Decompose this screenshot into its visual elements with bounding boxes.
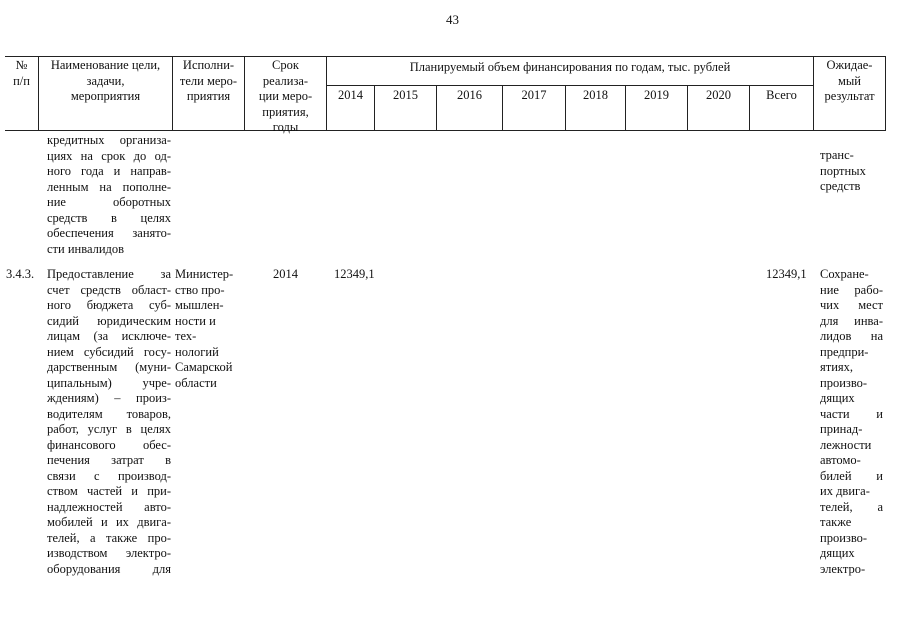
- row2-term: 2014: [273, 267, 298, 281]
- header-num: № п/п: [13, 58, 30, 88]
- row1-result: транс- портных средств: [820, 148, 866, 193]
- header-year-2016: 2016: [457, 88, 482, 102]
- header-bottom-border: [5, 130, 885, 131]
- row2-total: 12349,1: [766, 267, 807, 281]
- header-finance: Планируемый объем финансирования по годам, тыс. рублей: [409, 60, 731, 74]
- row2-result: Сохране- ние рабо- чих мест для инва- лидов на предпри- ятиях, произво- дящих части и принад- лежности автомо- билей и их двига- телей, а также произво- дящих электро-: [820, 267, 883, 576]
- page-number: 43: [446, 12, 459, 27]
- header-year-2014: 2014: [338, 88, 363, 102]
- header-total: Всего: [766, 88, 797, 102]
- header-executors: Исполни- тели меро- приятия: [179, 58, 238, 103]
- row1-name: кредитных организа- циях на срок до од- ного года и направ- ленным на пополне- ние оборотных средств в целях обеспечения занято- сти инвалидов: [47, 133, 171, 256]
- col-divider: [885, 56, 886, 131]
- years-divider: [326, 85, 813, 86]
- header-year-2017: 2017: [521, 88, 547, 102]
- header-year-2020: 2020: [706, 88, 731, 102]
- header-year-2018: 2018: [583, 88, 608, 102]
- header-year-2015: 2015: [393, 88, 418, 102]
- row2-value-2014: 12349,1: [334, 267, 375, 281]
- row2-name: Предоставление за счет средств област- ного бюджета суб- сидий юридическим лицам (за исключе- нием субсидий госу- дарственным (муни- ципальным) учре- ждениям) – произ- водителям товаров, работ, услуг в целях финансового обес- печения затрат в связи с производ- ством частей и при- надлежностей авто- мобилей и их двига- телей, а также про- изводством электро- оборудования для: [47, 267, 171, 576]
- row2-num: 3.4.3.: [6, 267, 35, 281]
- header-year-2019: 2019: [644, 88, 669, 102]
- row2-executors: Министер- ство про- мышлен- ности и тех- нологий Самарской области: [175, 267, 234, 390]
- header-result: Ожидае- мый результат: [824, 58, 875, 103]
- header-name: Наименование цели, задачи, мероприятия: [50, 58, 161, 103]
- header-term: Срок реализа- ции меро- приятия, годы: [258, 58, 313, 134]
- table-top-border: [5, 56, 885, 57]
